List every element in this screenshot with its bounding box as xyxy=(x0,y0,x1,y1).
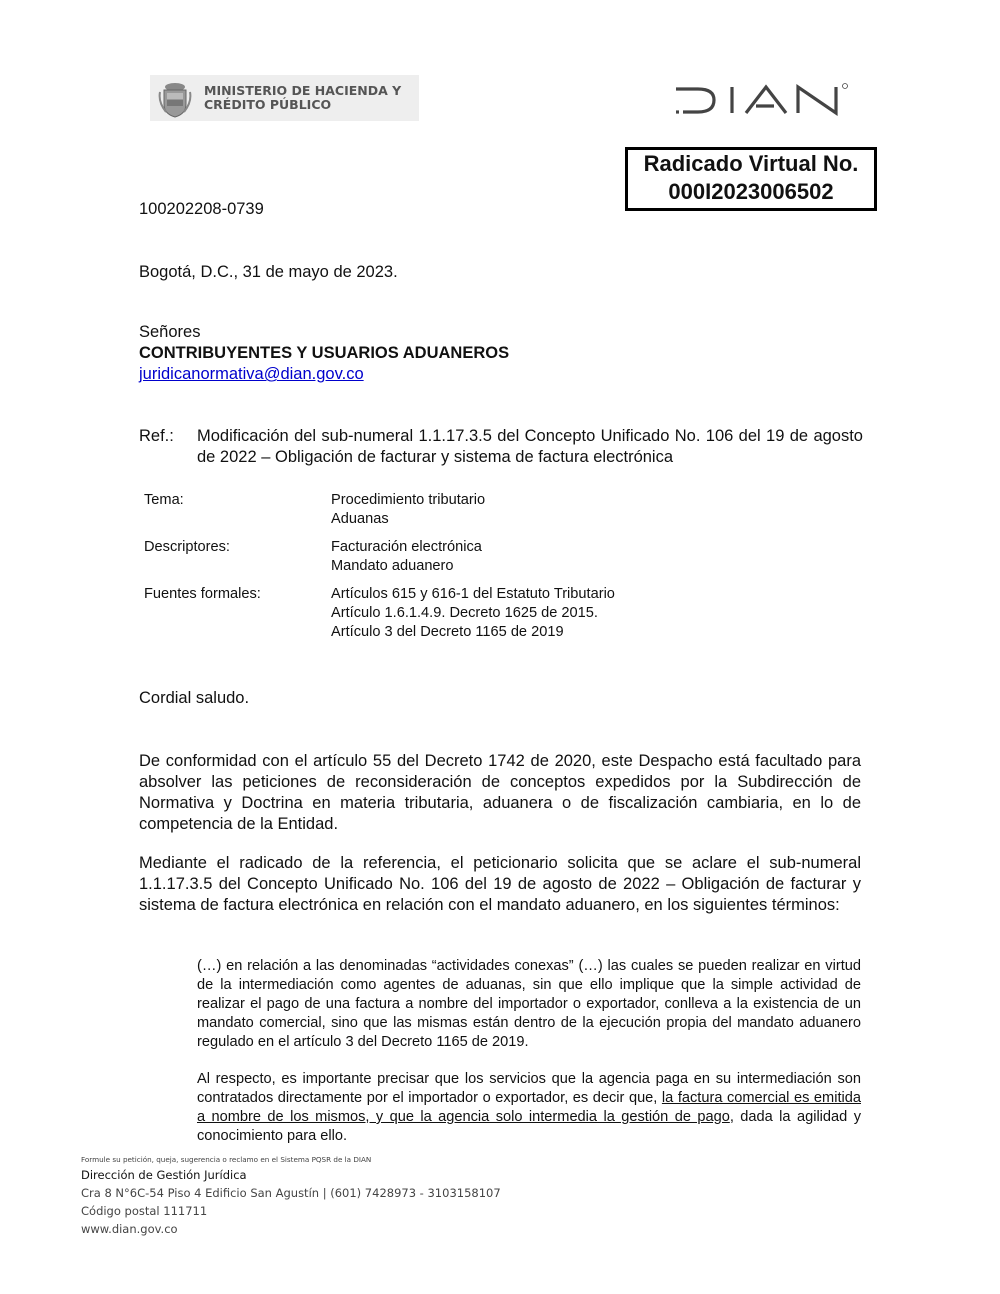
meta-value: Procedimiento tributario xyxy=(331,492,486,508)
quote-text: Al respecto, es importante precisar que los servicios que la agencia paga en su intermediación son contratados directamente por el importador o exportador, es decir que, xyxy=(197,1071,861,1106)
footer-postal-code: Código postal 111711 xyxy=(81,1204,208,1218)
ministry-name-line1: MINISTERIO DE HACIENDA Y xyxy=(204,83,402,98)
quote-paragraph-1: (…) en relación a las denominadas “actividades conexas” (…) las cuales se pueden realizar en virtud de la intermediación como agentes de aduanas, sin que ello implique que la simple actividad de realizar el pago de una factura a nombre del importador o exportador, conlleva a la existencia de un mandato comercial, sino que las mismas están dentro de la ejecución propia del mandato aduanero regulado en el artículo 3 del Decreto 1165 de 2019. xyxy=(197,958,861,1050)
body-paragraph-1: De conformidad con el artículo 55 del Decreto 1742 de 2020, este Despacho está facultado para absolver las peticiones de reconsideración de conceptos expedidos por la Subdirección de Normativa y Doctrina en materia tributaria, aduanera o de fiscalización cambiaria, en lo de competencia de la Entidad. xyxy=(139,752,861,833)
meta-value: Artículo 3 del Decreto 1165 de 2019 xyxy=(331,624,564,640)
ministry-name xyxy=(204,84,401,112)
ministry-logo xyxy=(150,75,419,121)
meta-label-tema: Tema: xyxy=(144,492,184,508)
meta-value: Artículos 615 y 616-1 del Estatuto Tributario xyxy=(331,586,615,602)
recipient-block xyxy=(139,322,509,385)
quote-text-end: , dada la agilidad y conocimiento para ello. xyxy=(197,1109,861,1144)
footer-website[interactable]: www.dian.gov.co xyxy=(81,1222,178,1236)
coat-of-arms-icon xyxy=(158,78,192,118)
footer-note: Formule su petición, queja, sugerencia o reclamo en el Sistema PQSR de la DIAN xyxy=(81,1155,372,1164)
body-paragraph-2: Mediante el radicado de la referencia, el peticionario solicita que se aclare el sub-numeral 1.1.17.3.5 del Concepto Unificado No. 106 del 19 de agosto de 2022 – Obligación de facturar y sistema de factura electrónica en relación con el mandato aduanero, en los siguientes términos: xyxy=(139,854,861,914)
quote-underlined-text: la factura comercial es emitida a nombre de los mismos, y que la agencia solo intermedia la gestión de pago xyxy=(197,1090,861,1125)
document-number: 100202208-0739 xyxy=(139,200,264,218)
meta-value: Facturación electrónica xyxy=(331,539,482,555)
radicado-number: 000I2023006502 xyxy=(668,179,834,204)
greeting: Cordial saludo. xyxy=(139,689,250,707)
ref-label: Ref.: xyxy=(139,427,174,445)
recipient-name: CONTRIBUYENTES Y USUARIOS ADUANEROS xyxy=(139,344,510,362)
footer-address: Cra 8 N°6C-54 Piso 4 Edificio San Agustín | (601) 7428973 - 3103158107 xyxy=(81,1186,501,1200)
radicado-title: Radicado Virtual No. xyxy=(643,151,859,176)
meta-value: Mandato aduanero xyxy=(331,558,454,574)
dian-logo xyxy=(674,82,854,116)
letter-date: Bogotá, D.C., 31 de mayo de 2023. xyxy=(139,263,398,281)
meta-label-fuentes: Fuentes formales: xyxy=(144,586,261,602)
ref-text: Modificación del sub-numeral 1.1.17.3.5 del Concepto Unificado No. 106 del 19 de agosto de 2022 – Obligación de facturar y sistema de factura electrónica xyxy=(197,427,863,466)
footer-office: Dirección de Gestión Jurídica xyxy=(81,1168,247,1182)
meta-value: Aduanas xyxy=(331,511,389,527)
meta-label-descriptores: Descriptores: xyxy=(144,539,230,555)
meta-value: Artículo 1.6.1.4.9. Decreto 1625 de 2015. xyxy=(331,605,598,621)
recipient-salutation: Señores xyxy=(139,323,201,341)
quote-paragraph-2 xyxy=(197,1070,861,1146)
ministry-name-line2: CRÉDITO PÚBLICO xyxy=(204,97,332,112)
recipient-email-link[interactable]: juridicanormativa@dian.gov.co xyxy=(139,365,364,383)
radicado-box xyxy=(625,147,877,211)
